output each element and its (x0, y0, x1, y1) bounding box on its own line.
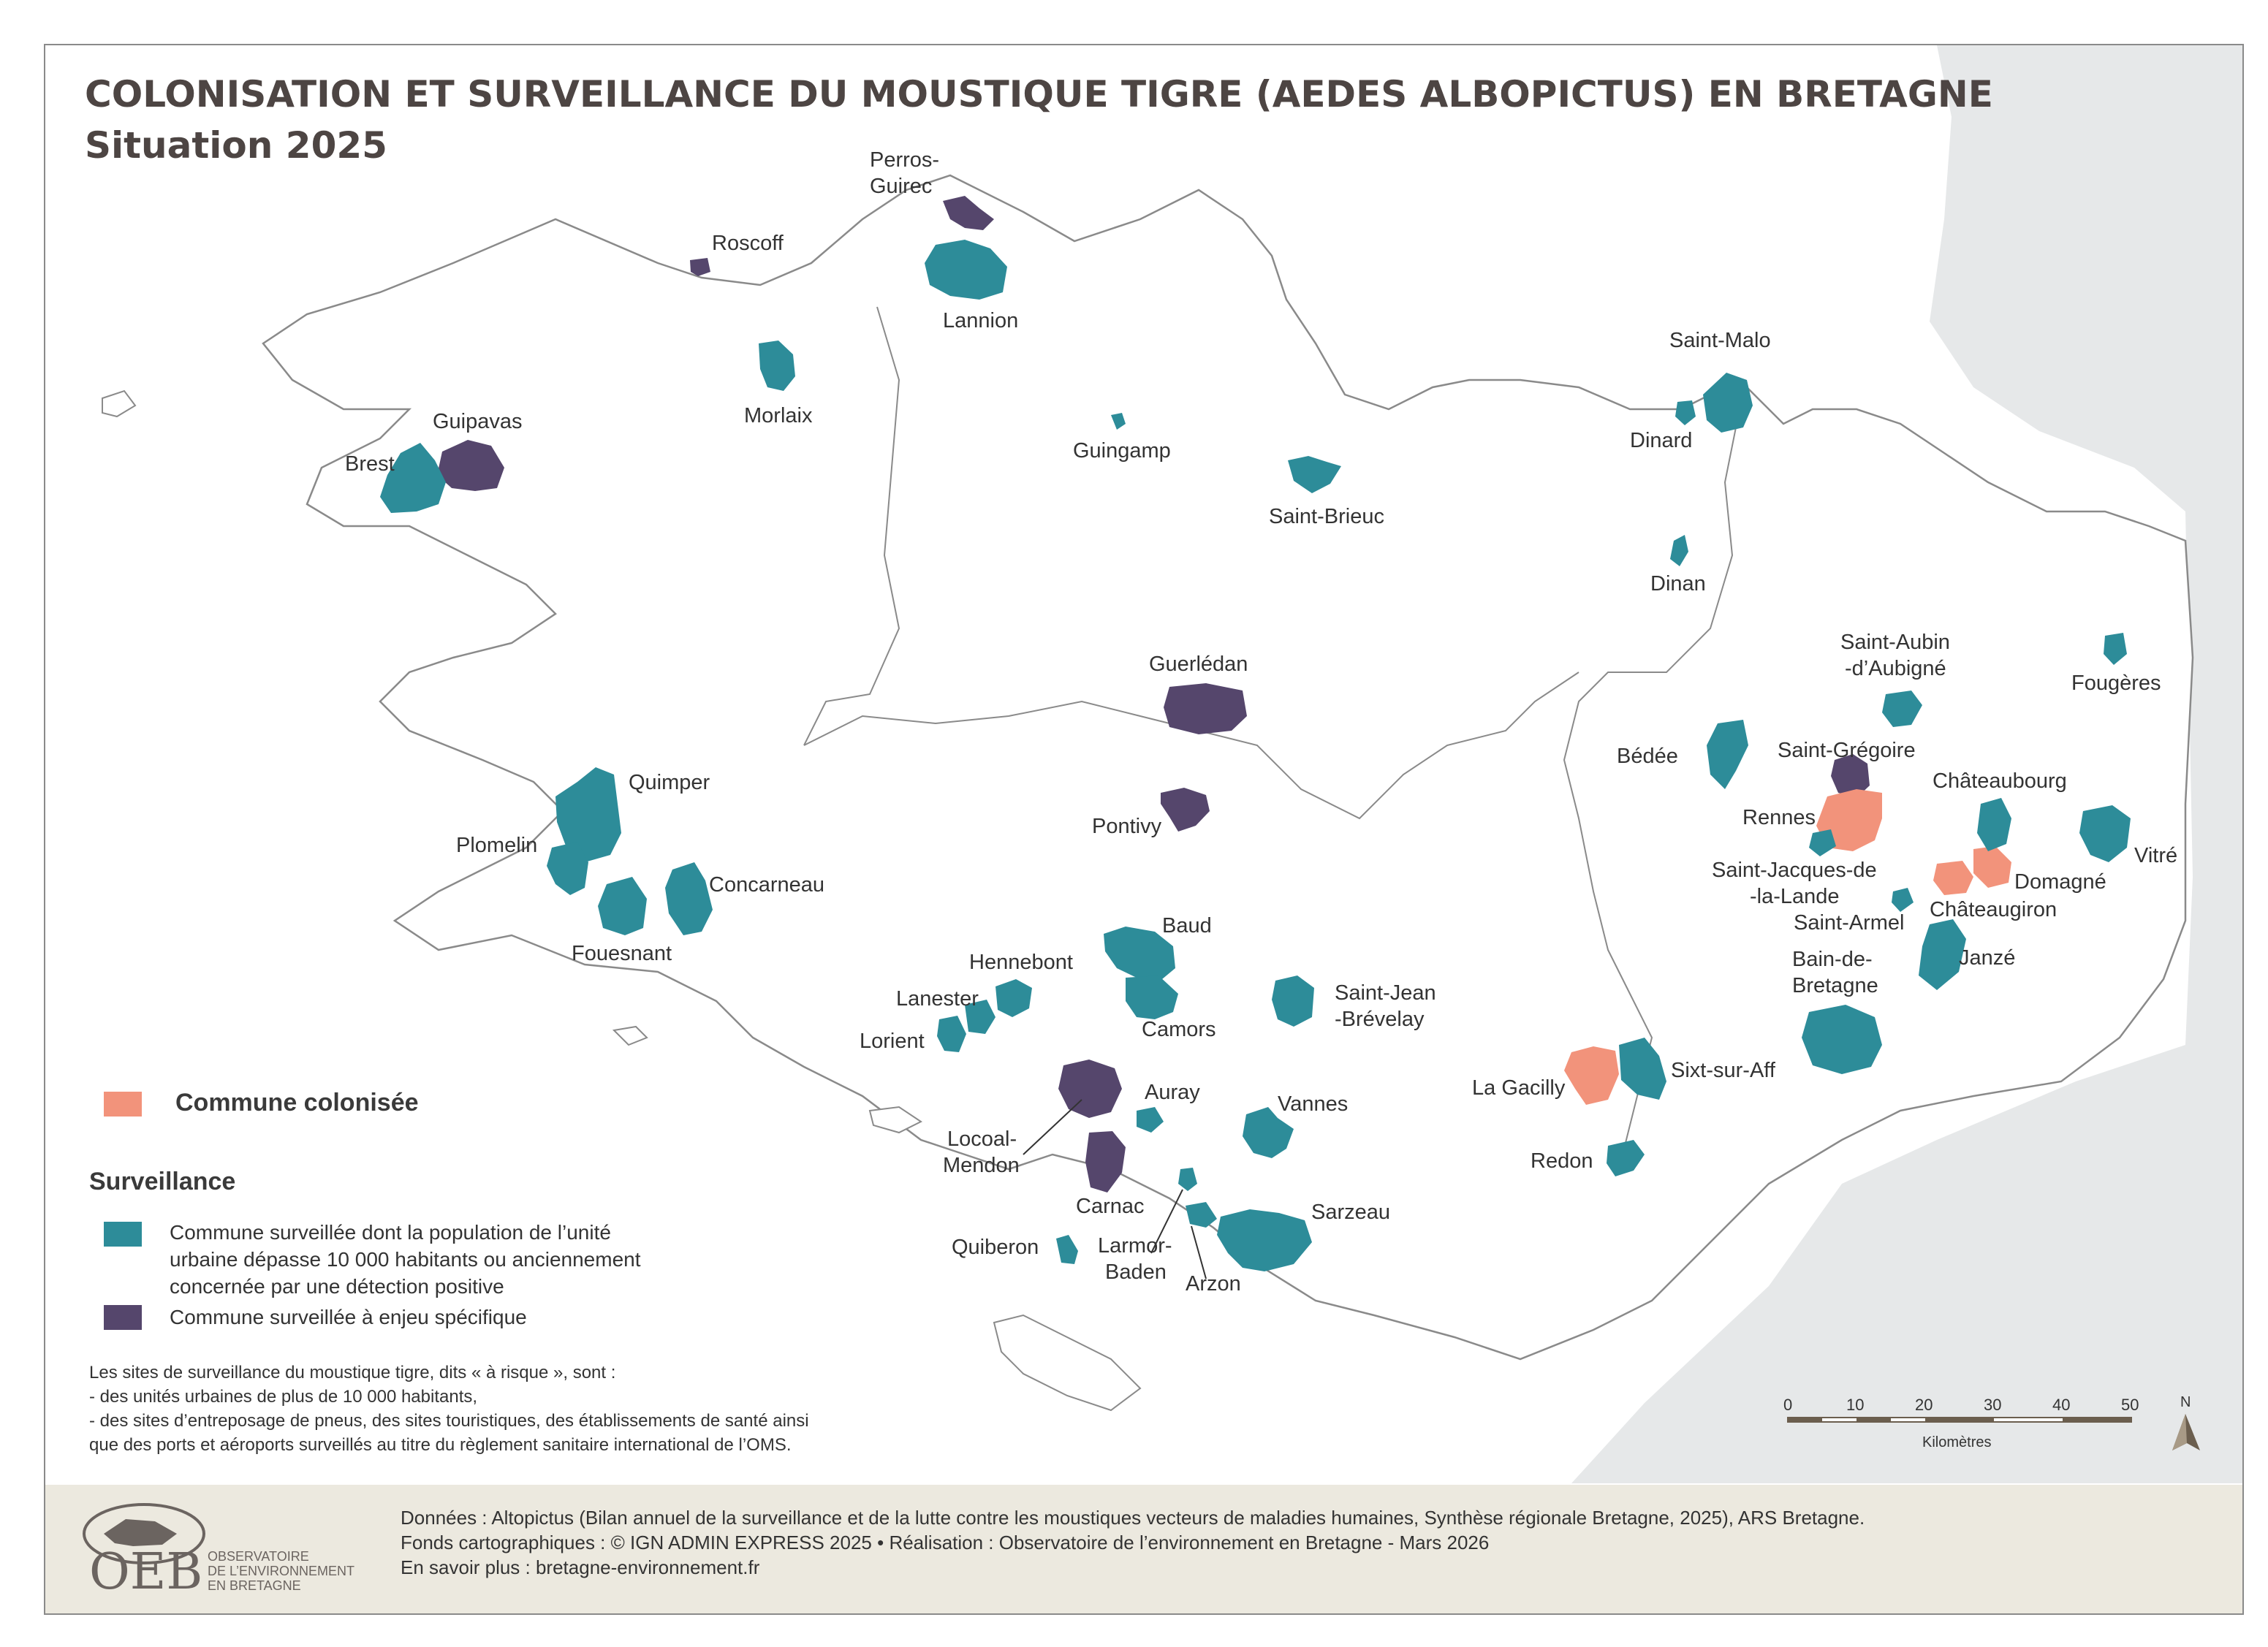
label-saint-aubin-2: -d’Aubigné (1845, 657, 1946, 680)
map-title: COLONISATION ET SURVEILLANCE DU MOUSTIQUE TIGRE (AEDES ALBOPICTUS) EN BRETAGNE (85, 73, 1993, 115)
note-line-4: que des ports et aéroports surveillés au titre du règlement sanitaire international de l’OMS. (89, 1435, 792, 1455)
label-saint-jean-1: Saint-Jean (1335, 981, 1436, 1005)
footer-line-3: En savoir plus : bretagne-environnement.fr (401, 1556, 760, 1578)
label-quimper: Quimper (629, 771, 710, 794)
scale-tick-20: 20 (1915, 1396, 1933, 1414)
legend-urban-line-1: Commune surveillée dont la population de l’unité (170, 1221, 611, 1244)
label-saint-armel: Saint-Armel (1794, 911, 1905, 935)
label-sarzeau: Sarzeau (1311, 1201, 1391, 1224)
label-la-gacilly: La Gacilly (1472, 1076, 1566, 1100)
scale-unit: Kilomètres (1922, 1434, 1992, 1450)
label-saint-malo: Saint-Malo (1669, 329, 1771, 352)
label-concarneau: Concarneau (709, 873, 824, 897)
label-baud: Baud (1162, 914, 1212, 937)
footer-line-1: Données : Altopictus (Bilan annuel de la surveillance et de la lutte contre les moustiques vecteurs de maladies humaines, Synthèse régionale Bretagne, 2025), ARS Bretagne. (401, 1507, 1865, 1529)
label-redon: Redon (1531, 1149, 1593, 1173)
legend-urban-line-3: concernée par une détection positive (170, 1275, 504, 1298)
scale-tick-30: 30 (1984, 1396, 2002, 1414)
label-lorient: Lorient (860, 1030, 925, 1053)
label-bain-2: Bretagne (1792, 974, 1878, 997)
logo-subtext (208, 1549, 354, 1593)
logo-sub-1: OBSERVATOIRE (208, 1549, 309, 1564)
legend-urban-line-2: urbaine dépasse 10 000 habitants ou anciennement (170, 1248, 641, 1271)
map-subtitle: Situation 2025 (85, 124, 387, 167)
label-perros-guirec-2: Guirec (870, 175, 933, 198)
label-guerledan: Guerlédan (1149, 653, 1248, 676)
label-dinan: Dinan (1650, 572, 1706, 596)
label-camors: Camors (1142, 1018, 1216, 1041)
surveillance-note (89, 1361, 809, 1457)
scale-tick-0: 0 (1783, 1396, 1793, 1414)
label-vannes: Vannes (1278, 1092, 1349, 1116)
label-vitre: Vitré (2134, 844, 2178, 867)
label-arzon: Arzon (1186, 1272, 1241, 1296)
label-guipavas: Guipavas (433, 410, 523, 433)
footer-line-2: Fonds cartographiques : © IGN ADMIN EXPRESS 2025 • Réalisation : Observatoire de l’environnement en Bretagne - Mars 2026 (401, 1532, 1490, 1553)
label-sixt-sur-aff: Sixt-sur-Aff (1671, 1059, 1775, 1082)
label-rennes: Rennes (1742, 806, 1816, 829)
logo-sub-2: DE L’ENVIRONNEMENT (208, 1564, 355, 1578)
note-line-2: - des unités urbaines de plus de 10 000 habitants, (89, 1387, 478, 1407)
label-lanester: Lanester (896, 987, 979, 1011)
north-label: N (2180, 1394, 2191, 1410)
legend-surveillance-heading: Surveillance (89, 1168, 236, 1195)
label-auray: Auray (1145, 1081, 1200, 1104)
footer-sources (401, 1505, 1865, 1580)
label-dinard: Dinard (1630, 429, 1693, 452)
label-saint-jean-2: -Brévelay (1335, 1008, 1425, 1031)
label-bedee: Bédée (1617, 745, 1678, 768)
label-saint-gregoire: Saint-Grégoire (1778, 739, 1916, 762)
label-saint-aubin-1: Saint-Aubin (1840, 631, 1950, 654)
note-line-3: - des sites d’entreposage de pneus, des sites touristiques, des établissements de santé ainsi (89, 1411, 809, 1431)
label-janze: Janzé (1959, 946, 2016, 970)
legend-specific-label: Commune surveillée à enjeu spécifique (170, 1306, 527, 1328)
footer (45, 1485, 2242, 1613)
label-carnac: Carnac (1076, 1195, 1145, 1218)
label-chateaubourg: Châteaubourg (1933, 769, 2067, 793)
label-locoal-1: Locoal- (947, 1127, 1017, 1151)
label-quiberon: Quiberon (952, 1236, 1039, 1259)
label-saint-brieuc: Saint-Brieuc (1269, 505, 1384, 528)
label-morlaix: Morlaix (744, 404, 813, 427)
logo-text: OEB (89, 1543, 203, 1601)
scale-tick-50: 50 (2121, 1396, 2139, 1414)
label-brest: Brest (345, 452, 395, 476)
label-plomelin: Plomelin (456, 834, 538, 857)
label-bain-1: Bain-de- (1792, 948, 1873, 971)
label-locoal-2: Mendon (943, 1154, 1020, 1177)
logo-sub-3: EN BRETAGNE (208, 1578, 301, 1593)
label-lannion: Lannion (943, 309, 1019, 332)
label-roscoff: Roscoff (712, 232, 784, 255)
legend-colonised-label: Commune colonisée (175, 1089, 419, 1117)
label-saint-jacques-1: Saint-Jacques-de (1712, 859, 1877, 882)
note-line-1: Les sites de surveillance du moustique tigre, dits « à risque », sont : (89, 1363, 616, 1382)
label-fougeres: Fougères (2071, 672, 2161, 695)
legend-swatch-specific (104, 1305, 142, 1330)
label-larmor-1: Larmor- (1098, 1234, 1172, 1258)
legend-swatch-colonised (104, 1092, 142, 1117)
label-perros-guirec-1: Perros- (870, 148, 940, 172)
label-saint-jacques-2: -la-Lande (1750, 885, 1840, 908)
label-hennebont: Hennebont (969, 951, 1073, 974)
scale-tick-40: 40 (2052, 1396, 2071, 1414)
label-domagne: Domagné (2014, 870, 2106, 894)
legend-swatch-urban (104, 1222, 142, 1247)
label-larmor-2: Baden (1105, 1260, 1167, 1284)
label-chateaugiron: Châteaugiron (1930, 898, 2057, 921)
label-fouesnant: Fouesnant (572, 942, 672, 965)
legend-urban-label (170, 1219, 641, 1300)
scale-tick-10: 10 (1846, 1396, 1865, 1414)
label-pontivy: Pontivy (1092, 815, 1162, 838)
label-guingamp: Guingamp (1073, 439, 1171, 463)
